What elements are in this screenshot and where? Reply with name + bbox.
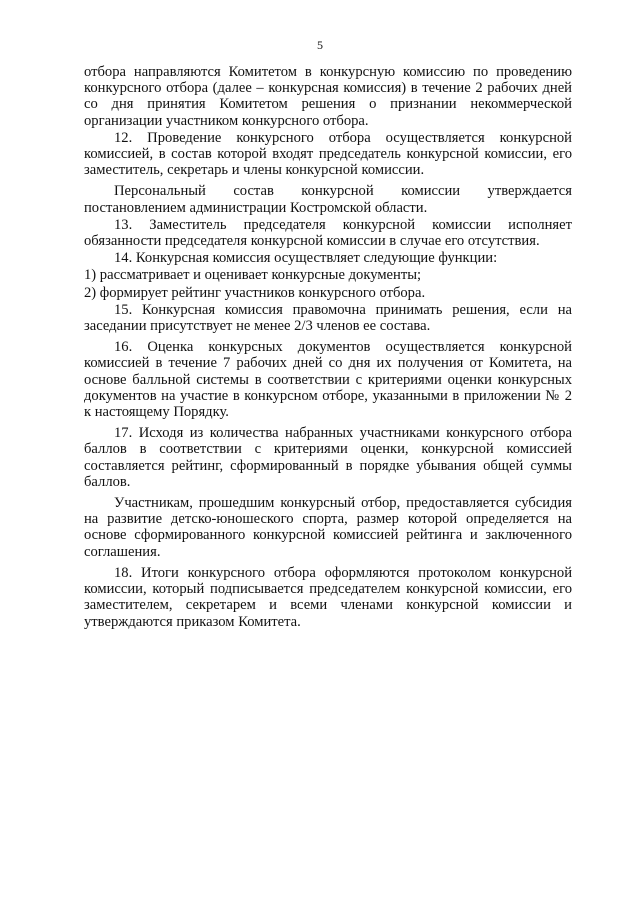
document-body xyxy=(84,64,572,631)
paragraph-15: 15. Конкурсная комиссия правомочна принимать решения, если на заседании присутствует не менее 2/3 членов ее состава. xyxy=(84,301,572,335)
paragraph-14: 14. Конкурсная комиссия осуществляет следующие функции: xyxy=(114,250,498,267)
paragraph-continuation: отбора направляются Комитетом в конкурсную комиссию по проведению конкурсного отбора (далее – конкурсная комиссия) в течение 2 рабочих дней со дня принятия Комитетом решения о признании некоммерческой организации участником конкурсного отбора. xyxy=(84,64,572,129)
paragraph-12: 12. Проведение конкурсного отбора осуществляется конкурсной комиссией, в состав которой входят председатель конкурсной комиссии, его заместитель, секретарь и члены конкурсной комиссии. xyxy=(84,129,572,179)
page-number: 5 xyxy=(317,38,323,52)
list-item-1: 1) рассматривает и оценивает конкурсные документы; xyxy=(84,267,422,284)
list-item-2: 2) формирует рейтинг участников конкурсного отбора. xyxy=(84,284,426,301)
paragraph-17: 17. Исходя из количества набранных участниками конкурсного отбора баллов в соответствии с критериями оценки, конкурсной комиссией составляется рейтинг, сформированный в порядке убывания общей суммы баллов. xyxy=(84,425,572,490)
paragraph-13: 13. Заместитель председателя конкурсной комиссии исполняет обязанности председателя конкурсной комиссии в случае его отсутствия. xyxy=(84,216,572,250)
paragraph-18: 18. Итоги конкурсного отбора оформляются протоколом конкурсной комиссии, который подписывается председателем конкурсной комиссии, его заместителем, секретарем и всеми членами конкурсной комиссии и утверждаются приказом Комитета. xyxy=(84,564,572,630)
paragraph-16: 16. Оценка конкурсных документов осуществляется конкурсной комиссией в течение 7 рабочих дней со дня их получения от Комитета, на основе балльной системы в соответствии с критериями оценки конкурсных документов на участие в конкурсном отборе, указанными в приложении № 2 к настоящему Порядку. xyxy=(84,339,572,421)
paragraph-subsidy: Участникам, прошедшим конкурсный отбор, предоставляется субсидия на развитие детско-юношеского спорта, размер которой определяется на основе сформированного конкурсной комиссией рейтинга и заключенного соглашения. xyxy=(84,495,572,560)
paragraph-commission-composition: Персональный состав конкурсной комиссии утверждается постановлением администрации Костромской области. xyxy=(84,183,572,216)
